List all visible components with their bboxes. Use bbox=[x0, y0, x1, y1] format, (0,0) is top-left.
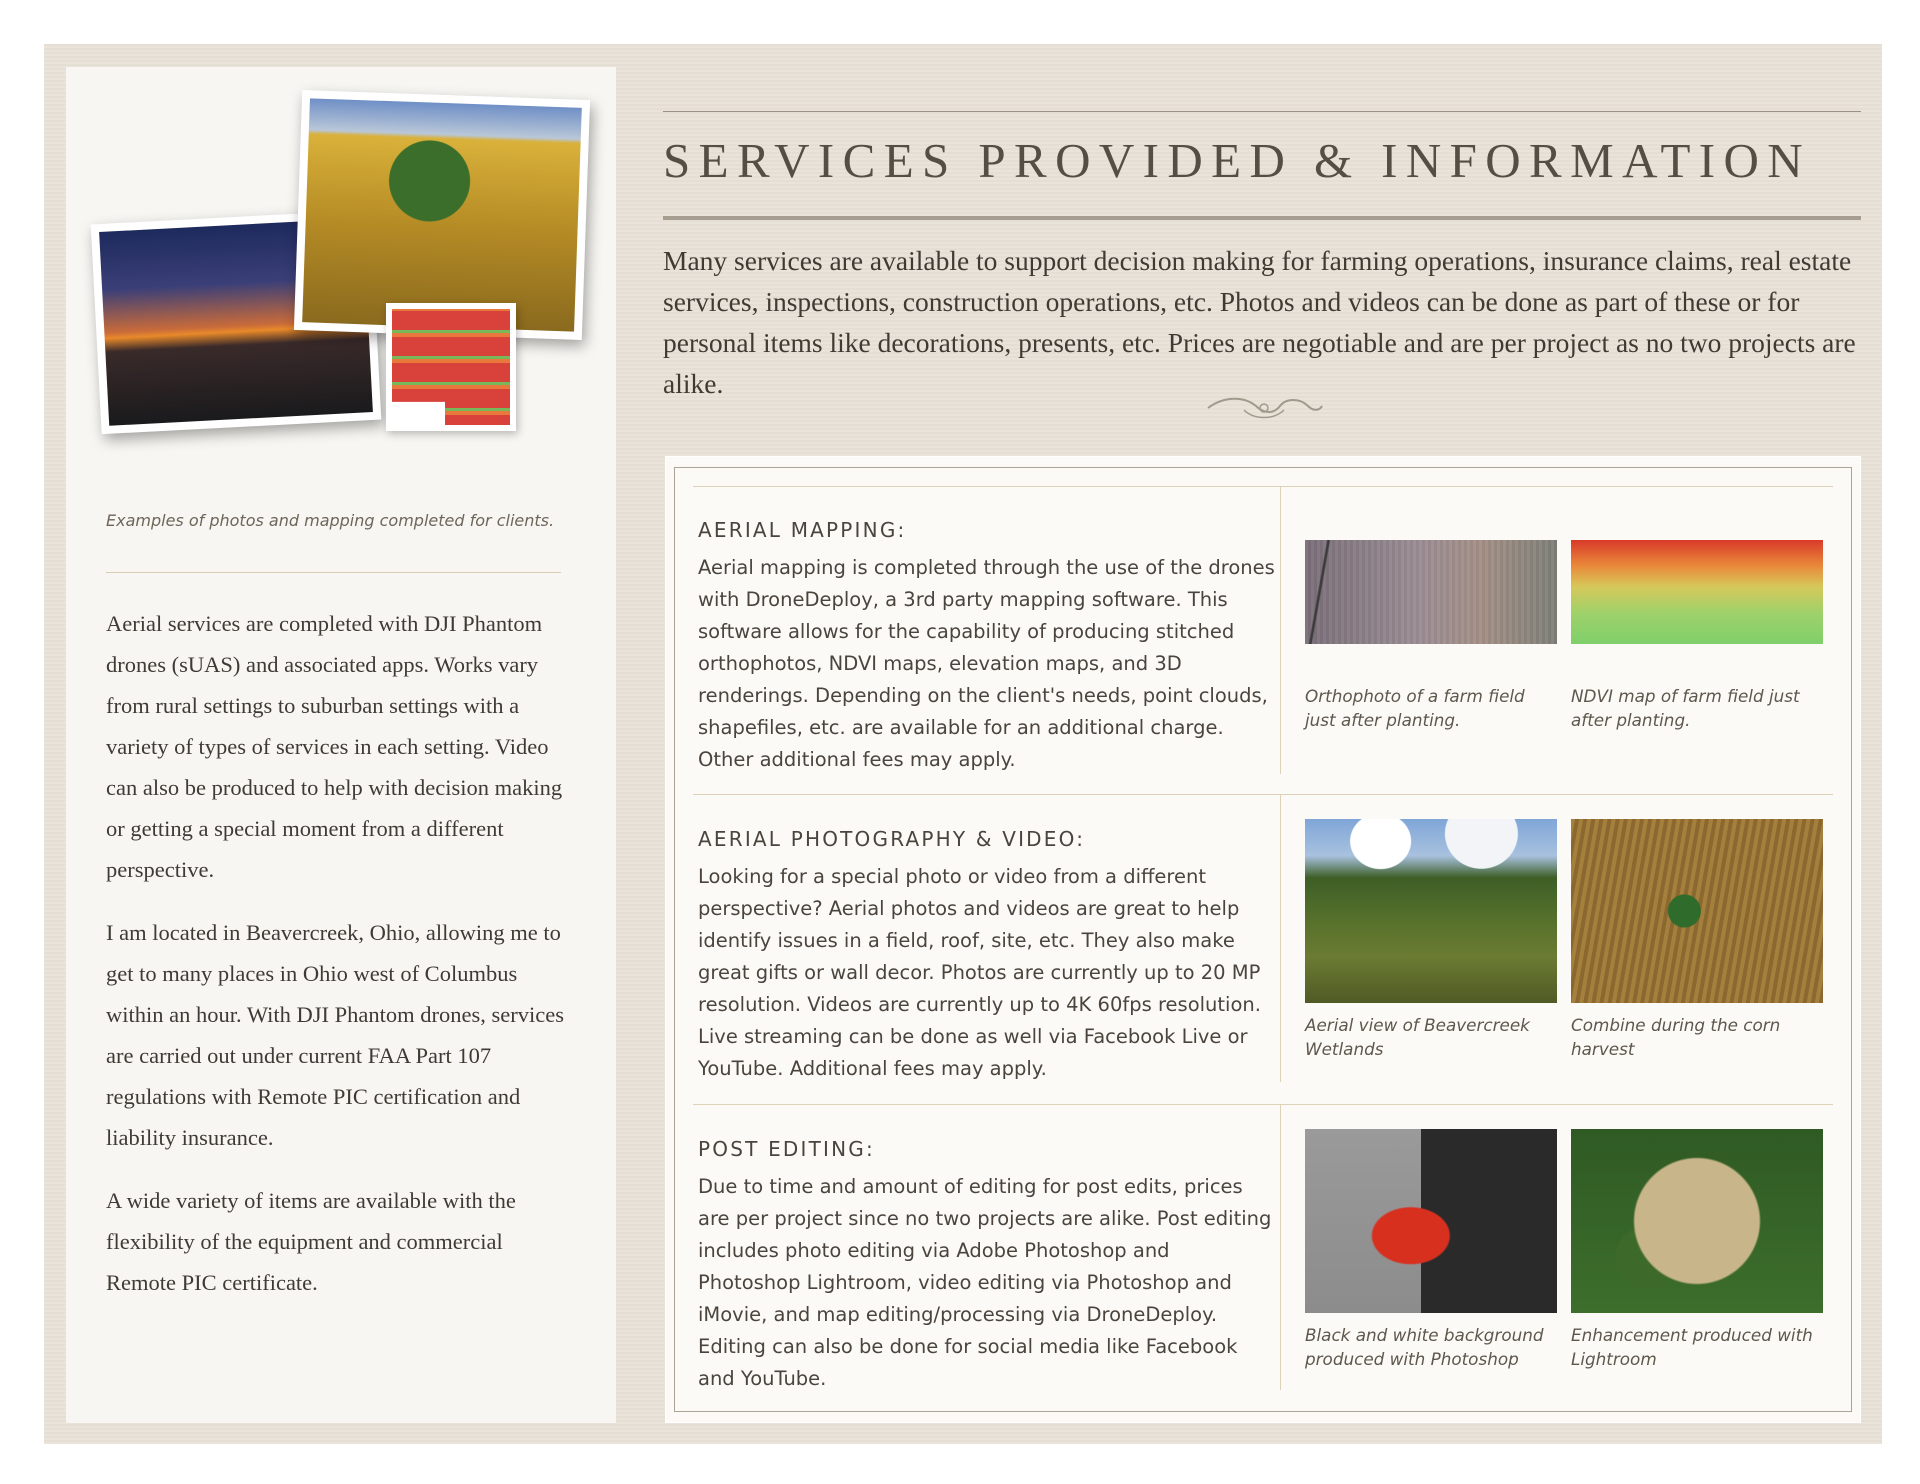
image-caption: Aerial view of Beavercreek Wetlands bbox=[1305, 1015, 1530, 1059]
aerial-photography-body: Looking for a special photo or video from a different perspective? Aerial photos and videos are great to help identify issues in a field, roof, site, etc. They also make great gifts or wall decor. Photos are currently up to 20 MP resolution. Videos are currently up to 4K 60fps resolution. Live streaming can be done as well via Facebook Live or YouTube. Additional fees may apply. bbox=[698, 865, 1261, 1080]
aerial-photography-heading: AERIAL PHOTOGRAPHY & VIDEO: bbox=[698, 827, 1086, 851]
combine-thumb bbox=[1571, 819, 1823, 1061]
flourish-ornament-icon bbox=[1204, 388, 1324, 428]
combine-image bbox=[1571, 819, 1823, 1003]
car-thumb bbox=[1305, 1129, 1557, 1371]
wetlands-thumb bbox=[1305, 819, 1557, 1061]
lightroom-image bbox=[1571, 1129, 1823, 1313]
image-caption: Enhancement produced with Lightroom bbox=[1571, 1325, 1813, 1369]
ndvi-thumb bbox=[1571, 490, 1823, 732]
post-editing-heading: POST EDITING: bbox=[698, 1137, 875, 1161]
left-column bbox=[66, 67, 616, 1423]
photos-caption: Examples of photos and mapping completed for clients. bbox=[106, 511, 555, 530]
services-panel bbox=[665, 456, 1861, 1423]
car-image bbox=[1305, 1129, 1557, 1313]
title-divider bbox=[663, 216, 1861, 220]
page-title: SERVICES PROVIDED & INFORMATION bbox=[663, 133, 1812, 188]
left-body bbox=[106, 603, 576, 1325]
image-caption: Orthophoto of a farm field just after planting. bbox=[1305, 686, 1525, 730]
orthophoto-image bbox=[1305, 540, 1557, 644]
orthophoto-thumb bbox=[1305, 490, 1557, 732]
wetlands-image bbox=[1305, 819, 1557, 1003]
services-frame bbox=[674, 467, 1852, 1412]
image-caption: NDVI map of farm field just after planting. bbox=[1571, 686, 1800, 730]
column-divider bbox=[1280, 1104, 1281, 1390]
left-paragraph: I am located in Beavercreek, Ohio, allowing me to get to many places in Ohio west of Columbus within an hour. With DJI Phantom drones, services are carried out under current FAA Part 107 regulations with Remote PIC certification and liability insurance. bbox=[106, 920, 564, 1150]
aerial-mapping-body: Aerial mapping is completed through the use of the drones with DroneDeploy, a 3rd party mapping software. This software allows for the capability of producing stitched orthophotos, NDVI maps, elevation maps, and 3D renderings. Depending on the client's needs, point clouds, shapefiles, etc. are available for an additional charge. Other additional fees may apply. bbox=[698, 556, 1275, 771]
section-divider bbox=[693, 794, 1833, 795]
ndvi-image bbox=[1571, 540, 1823, 644]
intro-paragraph: Many services are available to support decision making for farming operations, insurance claims, real estate services, inspections, construction operations, etc. Photos and videos can be done as part of these or for personal items like decorations, presents, etc. Prices are negotiable and are per project as no two projects are alike. bbox=[663, 245, 1856, 399]
aerial-mapping-heading: AERIAL MAPPING: bbox=[698, 518, 907, 542]
image-caption: Black and white background produced with Photoshop bbox=[1305, 1325, 1544, 1369]
column-divider bbox=[1280, 794, 1281, 1082]
section-divider bbox=[693, 1104, 1833, 1105]
left-paragraph: Aerial services are completed with DJI Phantom drones (sUAS) and associated apps. Works vary from rural settings to suburban settings with a variety of types of services in each setting. Video can also be produced to help with decision making or getting a special moment from a different perspective. bbox=[106, 611, 563, 882]
column-divider bbox=[1280, 486, 1281, 774]
ndvi-map-photo bbox=[386, 303, 516, 431]
post-editing-body: Due to time and amount of editing for post edits, prices are per project since no two projects are alike. Post editing includes photo editing via Adobe Photoshop and Photoshop Lightroom, video editing via Photoshop and iMovie, and map editing/processing via DroneDeploy. Editing can also be done for social media like Facebook and YouTube. bbox=[698, 1175, 1272, 1390]
image-caption: Combine during the corn harvest bbox=[1571, 1015, 1781, 1059]
left-paragraph: A wide variety of items are available with the flexibility of the equipment and commercial Remote PIC certificate. bbox=[106, 1188, 516, 1295]
lightroom-thumb bbox=[1571, 1129, 1823, 1371]
divider bbox=[106, 572, 561, 573]
section-divider bbox=[693, 486, 1833, 487]
top-divider bbox=[663, 111, 1861, 112]
